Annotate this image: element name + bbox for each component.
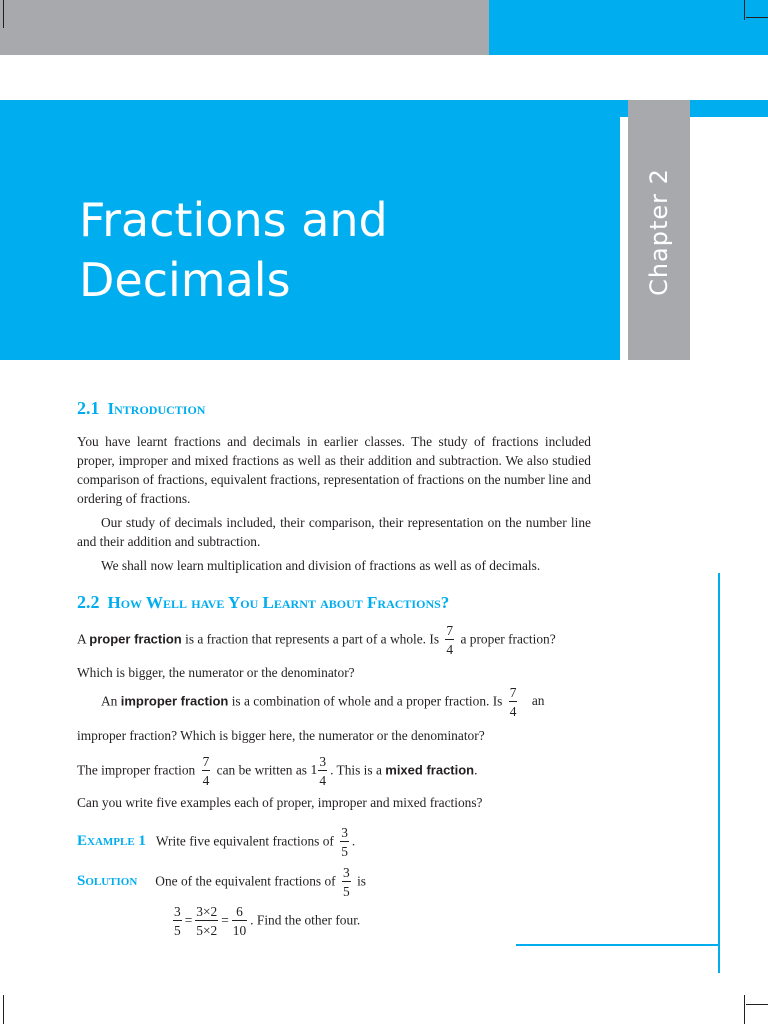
equation-line — [170, 905, 360, 938]
fraction — [445, 624, 454, 657]
text: . — [474, 762, 478, 778]
text: an — [531, 693, 545, 709]
text: is a fraction that represents a part of a whole. Is — [181, 631, 440, 647]
mixed-whole: 1 — [310, 763, 318, 779]
intro-paragraph: Our study of decimals included, their comparison, their representation on the number line and their addition and subtraction. — [77, 515, 591, 549]
fraction — [318, 755, 327, 788]
crop-mark — [3, 995, 4, 1024]
text: . Find the other four. — [250, 912, 361, 928]
text: A — [77, 631, 90, 647]
margin-rule-horizontal — [516, 944, 720, 946]
denominator: 4 — [202, 773, 210, 789]
fraction — [232, 905, 247, 938]
term-improper-fraction: improper fraction — [120, 693, 229, 709]
denominator: 10 — [232, 923, 247, 939]
term-mixed-fraction: mixed fraction — [385, 762, 475, 778]
numerator: 7 — [202, 755, 211, 771]
text: is a combination of whole and a proper fraction. Is — [228, 693, 503, 709]
text-line: Which is bigger, the numerator or the denominator? — [77, 665, 355, 680]
term-proper-fraction: proper fraction — [89, 631, 182, 647]
denominator: 4 — [319, 773, 327, 789]
denominator: 5 — [343, 884, 350, 900]
numerator: 3 — [318, 755, 327, 771]
text-line — [101, 686, 544, 719]
text-line: Can you write five examples each of proper, improper and mixed fractions? — [77, 795, 483, 810]
chapter-label: Chapter 2 — [645, 168, 673, 296]
fraction — [342, 866, 351, 899]
numerator: 3 — [173, 905, 182, 921]
section-heading-introduction — [77, 398, 205, 419]
text: Write five equivalent fractions of — [155, 833, 334, 849]
numerator: 3 — [342, 866, 351, 882]
crop-mark — [744, 995, 745, 1024]
intro-paragraph: We shall now learn multiplication and division of fractions as well as of decimals. — [101, 558, 541, 573]
text: is — [357, 873, 366, 889]
denominator: 4 — [509, 704, 517, 720]
denominator: 4 — [446, 642, 454, 658]
text: An — [101, 693, 121, 709]
margin-rule-vertical — [718, 573, 720, 973]
solution-label: Solution — [77, 873, 138, 890]
text-line — [77, 755, 477, 788]
crop-mark — [746, 1004, 768, 1005]
numerator: 7 — [509, 686, 518, 702]
chapter-title-line: Decimals — [79, 253, 291, 307]
denominator: 5×2 — [196, 923, 218, 939]
fraction — [173, 905, 182, 938]
text: The improper fraction — [77, 762, 196, 778]
denominator: 5 — [341, 844, 348, 860]
fraction — [195, 905, 218, 938]
section-number: 2.1 — [77, 398, 100, 418]
equals-sign: = — [184, 912, 193, 928]
text: One of the equivalent fractions of — [155, 873, 336, 889]
chapter-title — [79, 190, 599, 310]
equals-sign: = — [221, 912, 229, 928]
section-title: Introduction — [107, 399, 206, 418]
chapter-band-accent — [690, 100, 768, 117]
crop-mark — [744, 0, 745, 20]
crop-mark — [3, 0, 4, 28]
header-bar-gray — [0, 0, 489, 55]
fraction — [202, 755, 211, 788]
numerator: 3×2 — [195, 905, 218, 921]
intro-paragraph: You have learnt fractions and decimals in earlier classes. The study of fractions included proper, improper and mixed fractions as well as their addition and subtraction. We also studied comparison of fractions, equivalent fractions, representation of fractions on the number line and ordering of fractions. — [77, 434, 591, 506]
fraction — [340, 826, 349, 859]
fraction — [509, 686, 518, 719]
crop-mark — [746, 17, 768, 18]
text: . — [351, 833, 356, 849]
text: . This is a — [330, 762, 386, 778]
example-line — [77, 826, 355, 859]
section-title: How Well have You Learnt about Fractions? — [107, 593, 450, 612]
section-number: 2.2 — [77, 592, 100, 612]
numerator: 6 — [232, 905, 247, 921]
text: a proper fraction? — [460, 631, 556, 647]
text-line: improper fraction? Which is bigger here, the numerator or the denominator? — [77, 728, 485, 743]
numerator: 7 — [445, 624, 454, 640]
chapter-band-accent — [620, 100, 628, 117]
denominator: 5 — [174, 923, 181, 939]
solution-line — [77, 866, 366, 899]
numerator: 3 — [340, 826, 349, 842]
text-line — [77, 624, 556, 657]
header-bar-blue — [489, 0, 768, 55]
text: can be written as — [216, 762, 308, 778]
section-heading-how-well — [77, 592, 449, 613]
example-label: Example 1 — [77, 833, 146, 850]
chapter-title-line: Fractions and — [79, 193, 388, 247]
